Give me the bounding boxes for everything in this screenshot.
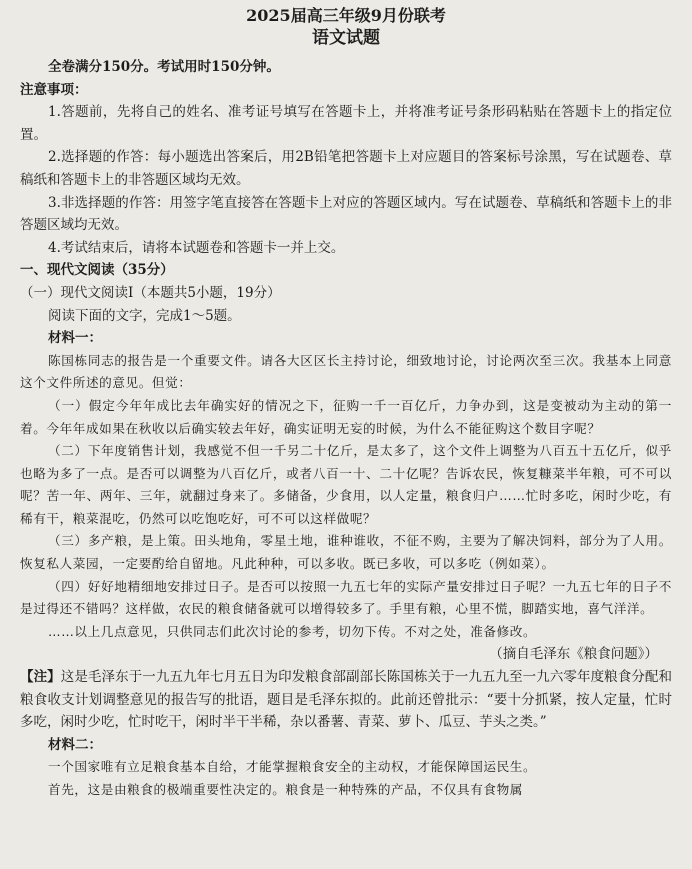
- note-label: 【注】: [20, 669, 61, 686]
- material1-paragraph: 陈国栋同志的报告是一个重要文件。请各大区区长主持讨论，细致地讨论，讨论两次至三次。我基本上同意这个文件所述的意见。但觉：: [20, 352, 672, 391]
- exam-title: 2025届高三年级9月份联考: [246, 6, 446, 25]
- material2-paragraph: 一个国家唯有立足粮食基本自给，才能掌握粮食安全的主动权，才能保障国运民生。: [48, 759, 537, 775]
- note-paragraph: [20, 666, 672, 734]
- notice-item-4: 4.考试结束后，请将本试题卷和答题卡一并上交。: [48, 239, 345, 256]
- exam-info: 全卷满分150分。考试用时150分钟。: [48, 59, 280, 75]
- material1-paragraph: （一）假定今年年成比去年确实好的情况之下，征购一千一百亿斤，力争办到，这是变被动为主动的第一着。今年年成如果在秋收以后确实较去年好，确实证明无妄的时候，为什么不能征购这个数目字呢？: [20, 397, 672, 436]
- material1-paragraph: （二）下年度销售计划，我感觉不但一千另二十亿斤，是太多了，这个文件上调整为八百五十五亿斤，似乎也略为多了一点。是否可以调整为八百亿斤，或者八百一十、二十亿呢？告诉农民，恢复糠菜半年粮，可不可以呢？苦一年、两年、三年，就翻过身来了。多储备，少食用，以人定量，粮食归户……忙时多吃，闲时少吃，有稀有干，粮菜混吃，仍然可以吃饱吃好，可不可以这样做呢？: [20, 443, 672, 526]
- material2-paragraph: 首先，这是由粮食的极端重要性决定的。粮食是一种特殊的产品，不仅具有食物属: [48, 782, 523, 797]
- material1-paragraph: （三）多产粮，是上策。田头地角，零星土地，谁种谁收，不征不购，主要为了解决饲料，部分为了人用。恢复私人菜园，一定要酌给自留地。凡此种种，可以多收。既已多收，可以多吃（例如菜）。: [20, 533, 672, 572]
- notice-item-2: 2.选择题的作答：每小题选出答案后，用2B铅笔把答题卡上对应题目的答案标号涂黑，写在试题卷、草稿纸和答题卡上的非答题区域均无效。: [20, 149, 672, 188]
- note-text: 这是毛泽东于一九五九年七月五日为印发粮食部副部长陈国栋关于一九五九至一九六零年度粮食分配和粮食收支计划调整意见的报告写的批语，题目是毛泽东拟的。此前还曾批示：“要十分抓紧，按人定量，忙时多吃，闲时少吃，忙时吃干，闲时半干半稀，杂以番薯、青菜、萝卜、瓜豆、芋头之类。”: [20, 669, 673, 731]
- notice-item-3: 3.非选择题的作答：用签字笔直接答在答题卡上对应的答题区域内。写在试题卷、草稿纸和答题卡上的非答题区域均无效。: [20, 194, 672, 234]
- reading-instruction: 阅读下面的文字，完成1～5题。: [48, 307, 241, 324]
- exam-subject-title: 语文试题: [312, 28, 380, 48]
- material1-paragraph: （四）好好地精细地安排过日子。是否可以按照一九五七年的实际产量安排过日子呢？一九五七年的日子不是过得还不错吗？这样做，农民的粮食储备就可以增得较多了。手里有粮，心里不慌，脚踏实地，喜气洋洋。: [20, 578, 672, 617]
- material1-paragraph: ……以上几点意见，只供同志们此次讨论的参考，切勿下传。不对之处，准备修改。: [48, 623, 537, 639]
- notice-item-1: 1.答题前，先将自己的姓名、准考证号填写在答题卡上，并将准考证号条形码粘贴在答题卡上的指定位置。: [20, 104, 672, 143]
- material1-label: 材料一：: [48, 330, 102, 347]
- notice-heading: 注意事项：: [20, 81, 88, 98]
- section-heading: 一、现代文阅读（35分）: [20, 262, 174, 279]
- material2-label: 材料二：: [48, 736, 102, 753]
- subsection-heading: （一）现代文阅读Ⅰ（本题共5小题，19分）: [20, 284, 281, 301]
- material1-source: （摘自毛泽东《粮食问题》）: [489, 646, 658, 663]
